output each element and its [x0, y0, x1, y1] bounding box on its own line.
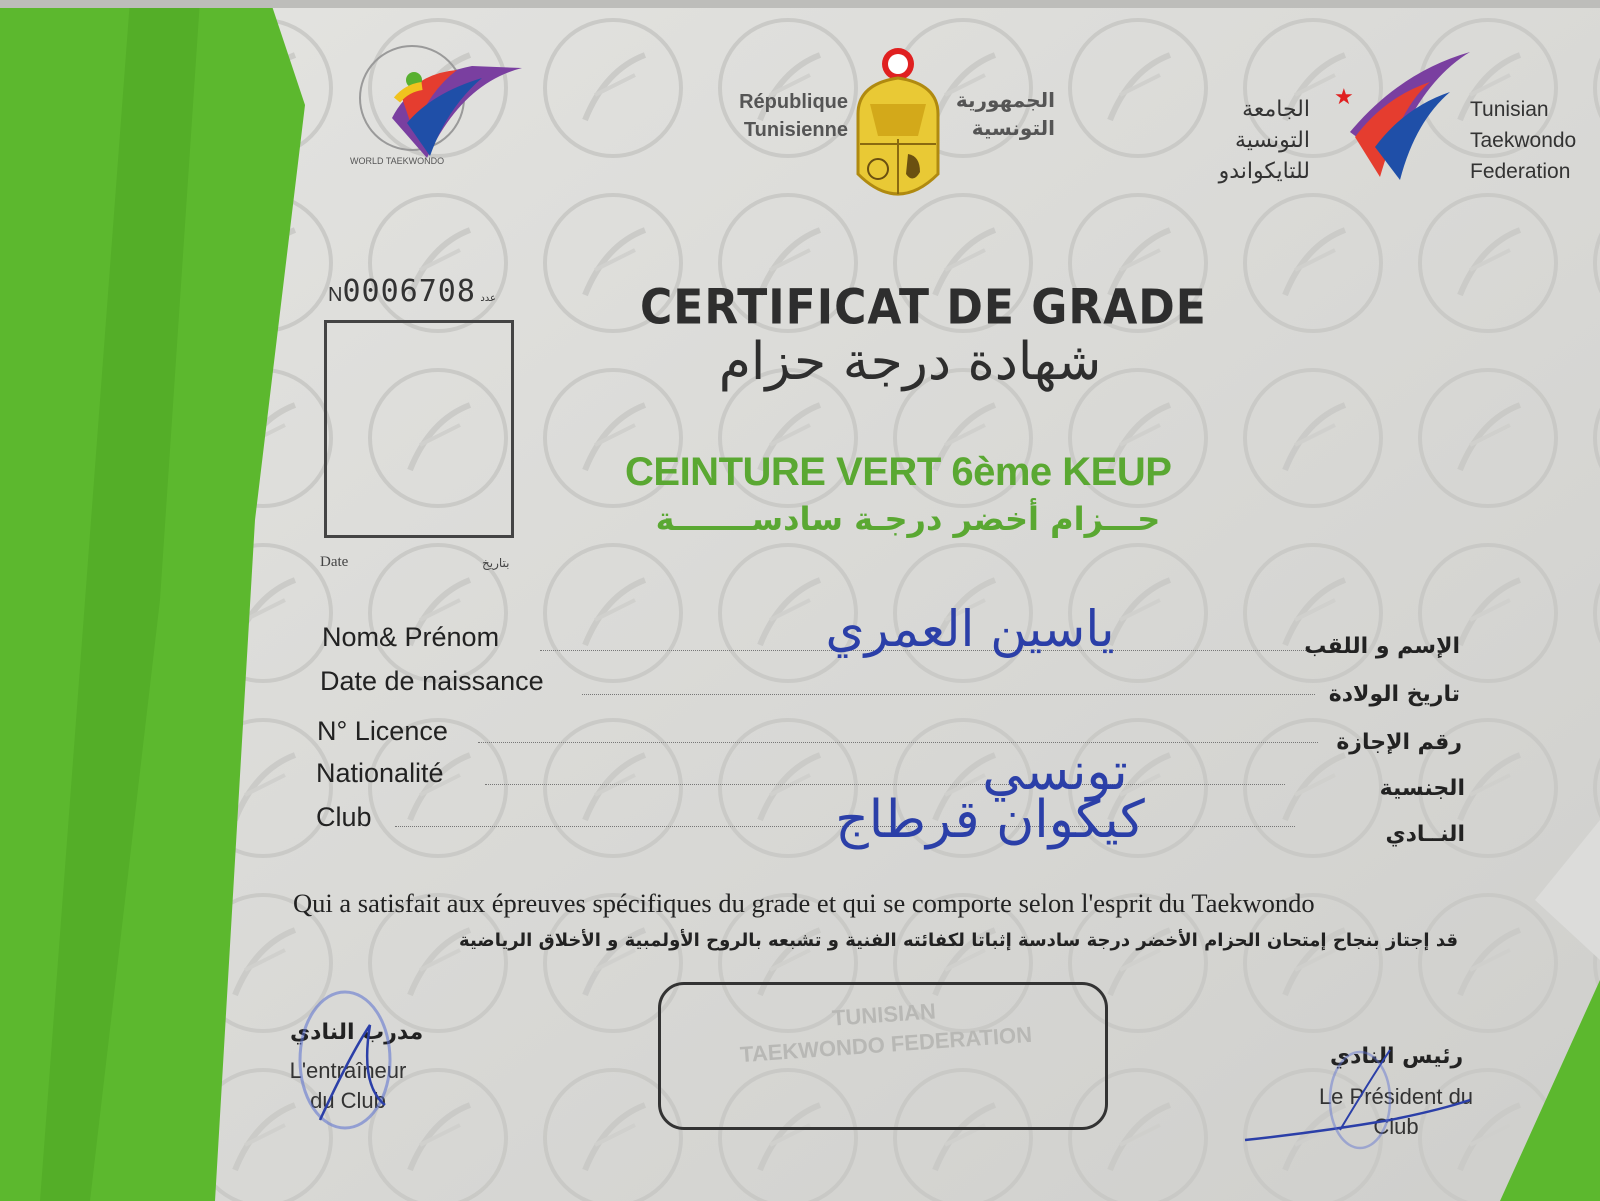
- field-club-label-ar: النــادي: [1385, 822, 1465, 847]
- certificate-number-prefix: N: [328, 284, 343, 306]
- field-nationality-value: تونسي: [982, 742, 1128, 802]
- photo-box: [324, 320, 514, 538]
- title-fr: CERTIFICAT DE GRADE: [640, 279, 1207, 336]
- field-birthdate-label-ar: تاريخ الولادة: [1328, 682, 1460, 707]
- coat-of-arms-icon: [848, 44, 948, 214]
- president-fr: Le Président du Club: [1318, 1084, 1474, 1139]
- federation-stamp-text: TUNISIAN TAEKWONDO FEDERATION: [739, 998, 1033, 1068]
- grade-fr: CEINTURE VERT 6ème KEUP: [625, 450, 1172, 494]
- field-name-label-ar: الإسم و اللقب: [1304, 634, 1460, 659]
- coach-stamp: [290, 985, 400, 1135]
- world-taekwondo-logo-icon: [352, 38, 532, 168]
- field-club-value: كيكوان قرطاج: [835, 790, 1145, 850]
- coach-fr: L'entraîneur du Club: [289, 1058, 407, 1113]
- republic-fr: République Tunisienne: [739, 91, 848, 141]
- field-name-value: ياسين العمري: [825, 600, 1115, 658]
- statement-ar: قد إجتاز بنجاح إمتحان الحزام الأخضر درجة سادسة إثباتا لكفائته الفنية و تشبعه بالروح الأولمبية و الأخلاق الرياضية: [459, 930, 1458, 951]
- certificate-number-ar-label: عدد: [480, 293, 497, 304]
- statement-fr: Qui a satisfait aux épreuves spécifiques du grade et qui se comporte selon l'esprit du Taekwondo: [293, 888, 1315, 918]
- federation-en: Tunisian Taekwondo Federation: [1470, 98, 1577, 183]
- svg-text:★: ★: [1334, 85, 1354, 110]
- certificate-number-value: 0006708: [342, 274, 476, 309]
- photo-date-ar: بتاريخ: [482, 556, 510, 570]
- field-licence-label-ar: رقم الإجازة: [1336, 730, 1462, 755]
- world-taekwondo-logo: [352, 38, 532, 168]
- president-signature: [1240, 1040, 1480, 1150]
- field-licence-label-fr: N° Licence: [317, 716, 448, 746]
- title-ar: شهادة درجة حزام: [718, 332, 1102, 392]
- federation-logo-icon: [1330, 52, 1475, 182]
- coach-stamp-icon: [290, 985, 400, 1135]
- field-nationality-label-ar: الجنسية: [1379, 776, 1465, 801]
- field-birthdate-label-fr: Date de naissance: [320, 666, 544, 696]
- certificate-number: [328, 274, 496, 309]
- photo-date-fr: Date: [320, 554, 349, 570]
- field-club-label-fr: Club: [316, 802, 372, 832]
- coach-ar: مدرب النادي: [290, 1020, 424, 1045]
- federation-logo: [1330, 52, 1475, 182]
- president-signature-icon: [1240, 1040, 1480, 1150]
- coat-of-arms: [848, 44, 948, 214]
- field-birthdate-line: [582, 694, 1315, 695]
- federation-ar: الجامعة التونسية للتايكواندو: [1218, 97, 1310, 184]
- republic-ar: الجمهورية التونسية: [955, 88, 1055, 140]
- field-nationality-label-fr: Nationalité: [316, 758, 444, 788]
- president-ar: رئيس النادي: [1330, 1044, 1464, 1069]
- world-taekwondo-text: WORLD TAEKWONDO: [350, 156, 445, 166]
- field-name-label-fr: Nom& Prénom: [322, 622, 500, 652]
- grade-ar: حـــزام أخضر درجـة سادســـــــة: [655, 500, 1161, 538]
